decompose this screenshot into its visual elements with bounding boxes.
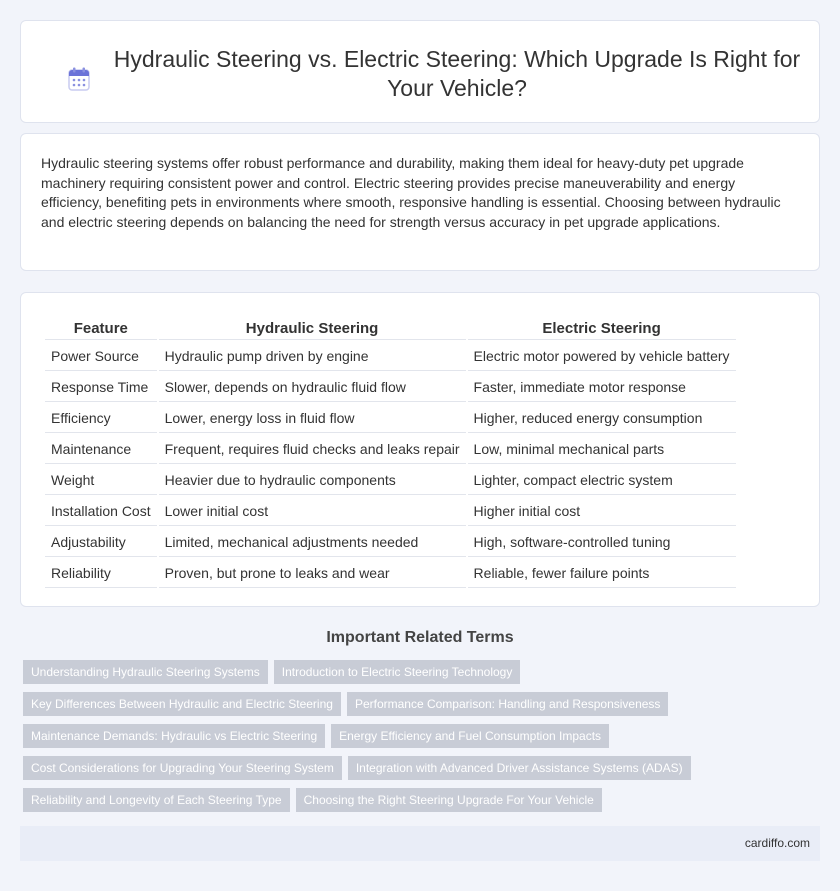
table-cell: Lower, energy loss in fluid flow — [159, 404, 466, 433]
table-cell: Lower initial cost — [159, 497, 466, 526]
table-cell: Adjustability — [45, 528, 157, 557]
related-term-tag[interactable]: Key Differences Between Hydraulic and Electric Steering — [23, 692, 341, 716]
table-cell: Faster, immediate motor response — [468, 373, 736, 402]
table-cell: Hydraulic pump driven by engine — [159, 342, 466, 371]
column-header: Hydraulic Steering — [159, 319, 466, 340]
footer — [20, 826, 820, 861]
table-cell: Higher initial cost — [468, 497, 736, 526]
table-header-row — [45, 319, 736, 340]
header-card — [20, 20, 820, 123]
table-cell: Response Time — [45, 373, 157, 402]
table-row — [45, 342, 736, 371]
table-cell: Higher, reduced energy consumption — [468, 404, 736, 433]
tag-row — [23, 692, 823, 716]
intro-card — [20, 133, 820, 271]
table-row — [45, 559, 736, 588]
related-term-tag[interactable]: Integration with Advanced Driver Assistance Systems (ADAS) — [348, 756, 691, 780]
related-terms-list — [23, 660, 823, 820]
table-cell: Electric motor powered by vehicle battery — [468, 342, 736, 371]
table-row — [45, 404, 736, 433]
table-cell: Low, minimal mechanical parts — [468, 435, 736, 464]
tag-row — [23, 660, 823, 684]
comparison-table — [43, 317, 738, 590]
related-term-tag[interactable]: Performance Comparison: Handling and Responsiveness — [347, 692, 669, 716]
tag-row — [23, 724, 823, 748]
tag-row — [23, 756, 823, 780]
table-cell: Reliable, fewer failure points — [468, 559, 736, 588]
related-term-tag[interactable]: Maintenance Demands: Hydraulic vs Electric Steering — [23, 724, 325, 748]
table-cell: High, software-controlled tuning — [468, 528, 736, 557]
column-header: Electric Steering — [468, 319, 736, 340]
table-row — [45, 435, 736, 464]
intro-paragraph: Hydraulic steering systems offer robust performance and durability, making them ideal for heavy-duty pet upgrade machinery requiring consistent power and control. Electric steering provides precise maneuverability and energy efficiency, benefiting pets in environments where smooth, responsive handling is essential. Choosing between hydraulic and electric steering depends on balancing the need for strength versus accuracy in pet upgrade applications. — [41, 155, 781, 230]
page-title: Hydraulic Steering vs. Electric Steering: Which Upgrade Is Right for Your Vehicle? — [113, 46, 801, 101]
table-row — [45, 497, 736, 526]
table-cell: Heavier due to hydraulic components — [159, 466, 466, 495]
table-row — [45, 373, 736, 402]
table-cell: Reliability — [45, 559, 157, 588]
footer-brand: cardiffo.com — [744, 836, 810, 850]
related-terms-title: Important Related Terms — [326, 629, 514, 646]
table-cell: Frequent, requires fluid checks and leaks repair — [159, 435, 466, 464]
related-term-tag[interactable]: Cost Considerations for Upgrading Your Steering System — [23, 756, 342, 780]
related-term-tag[interactable]: Understanding Hydraulic Steering Systems — [23, 660, 268, 684]
related-term-tag[interactable]: Reliability and Longevity of Each Steering Type — [23, 788, 290, 812]
related-term-tag[interactable]: Introduction to Electric Steering Technology — [274, 660, 521, 684]
table-cell: Power Source — [45, 342, 157, 371]
table-cell: Proven, but prone to leaks and wear — [159, 559, 466, 588]
tag-row — [23, 788, 823, 812]
table-cell: Efficiency — [45, 404, 157, 433]
table-cell: Maintenance — [45, 435, 157, 464]
related-term-tag[interactable]: Choosing the Right Steering Upgrade For Your Vehicle — [296, 788, 602, 812]
related-term-tag[interactable]: Energy Efficiency and Fuel Consumption Impacts — [331, 724, 609, 748]
table-row — [45, 466, 736, 495]
table-cell: Weight — [45, 466, 157, 495]
table-cell: Lighter, compact electric system — [468, 466, 736, 495]
table-cell: Installation Cost — [45, 497, 157, 526]
comparison-table-card — [20, 292, 820, 607]
table-row — [45, 528, 736, 557]
column-header: Feature — [45, 319, 157, 340]
table-cell: Slower, depends on hydraulic fluid flow — [159, 373, 466, 402]
table-cell: Limited, mechanical adjustments needed — [159, 528, 466, 557]
